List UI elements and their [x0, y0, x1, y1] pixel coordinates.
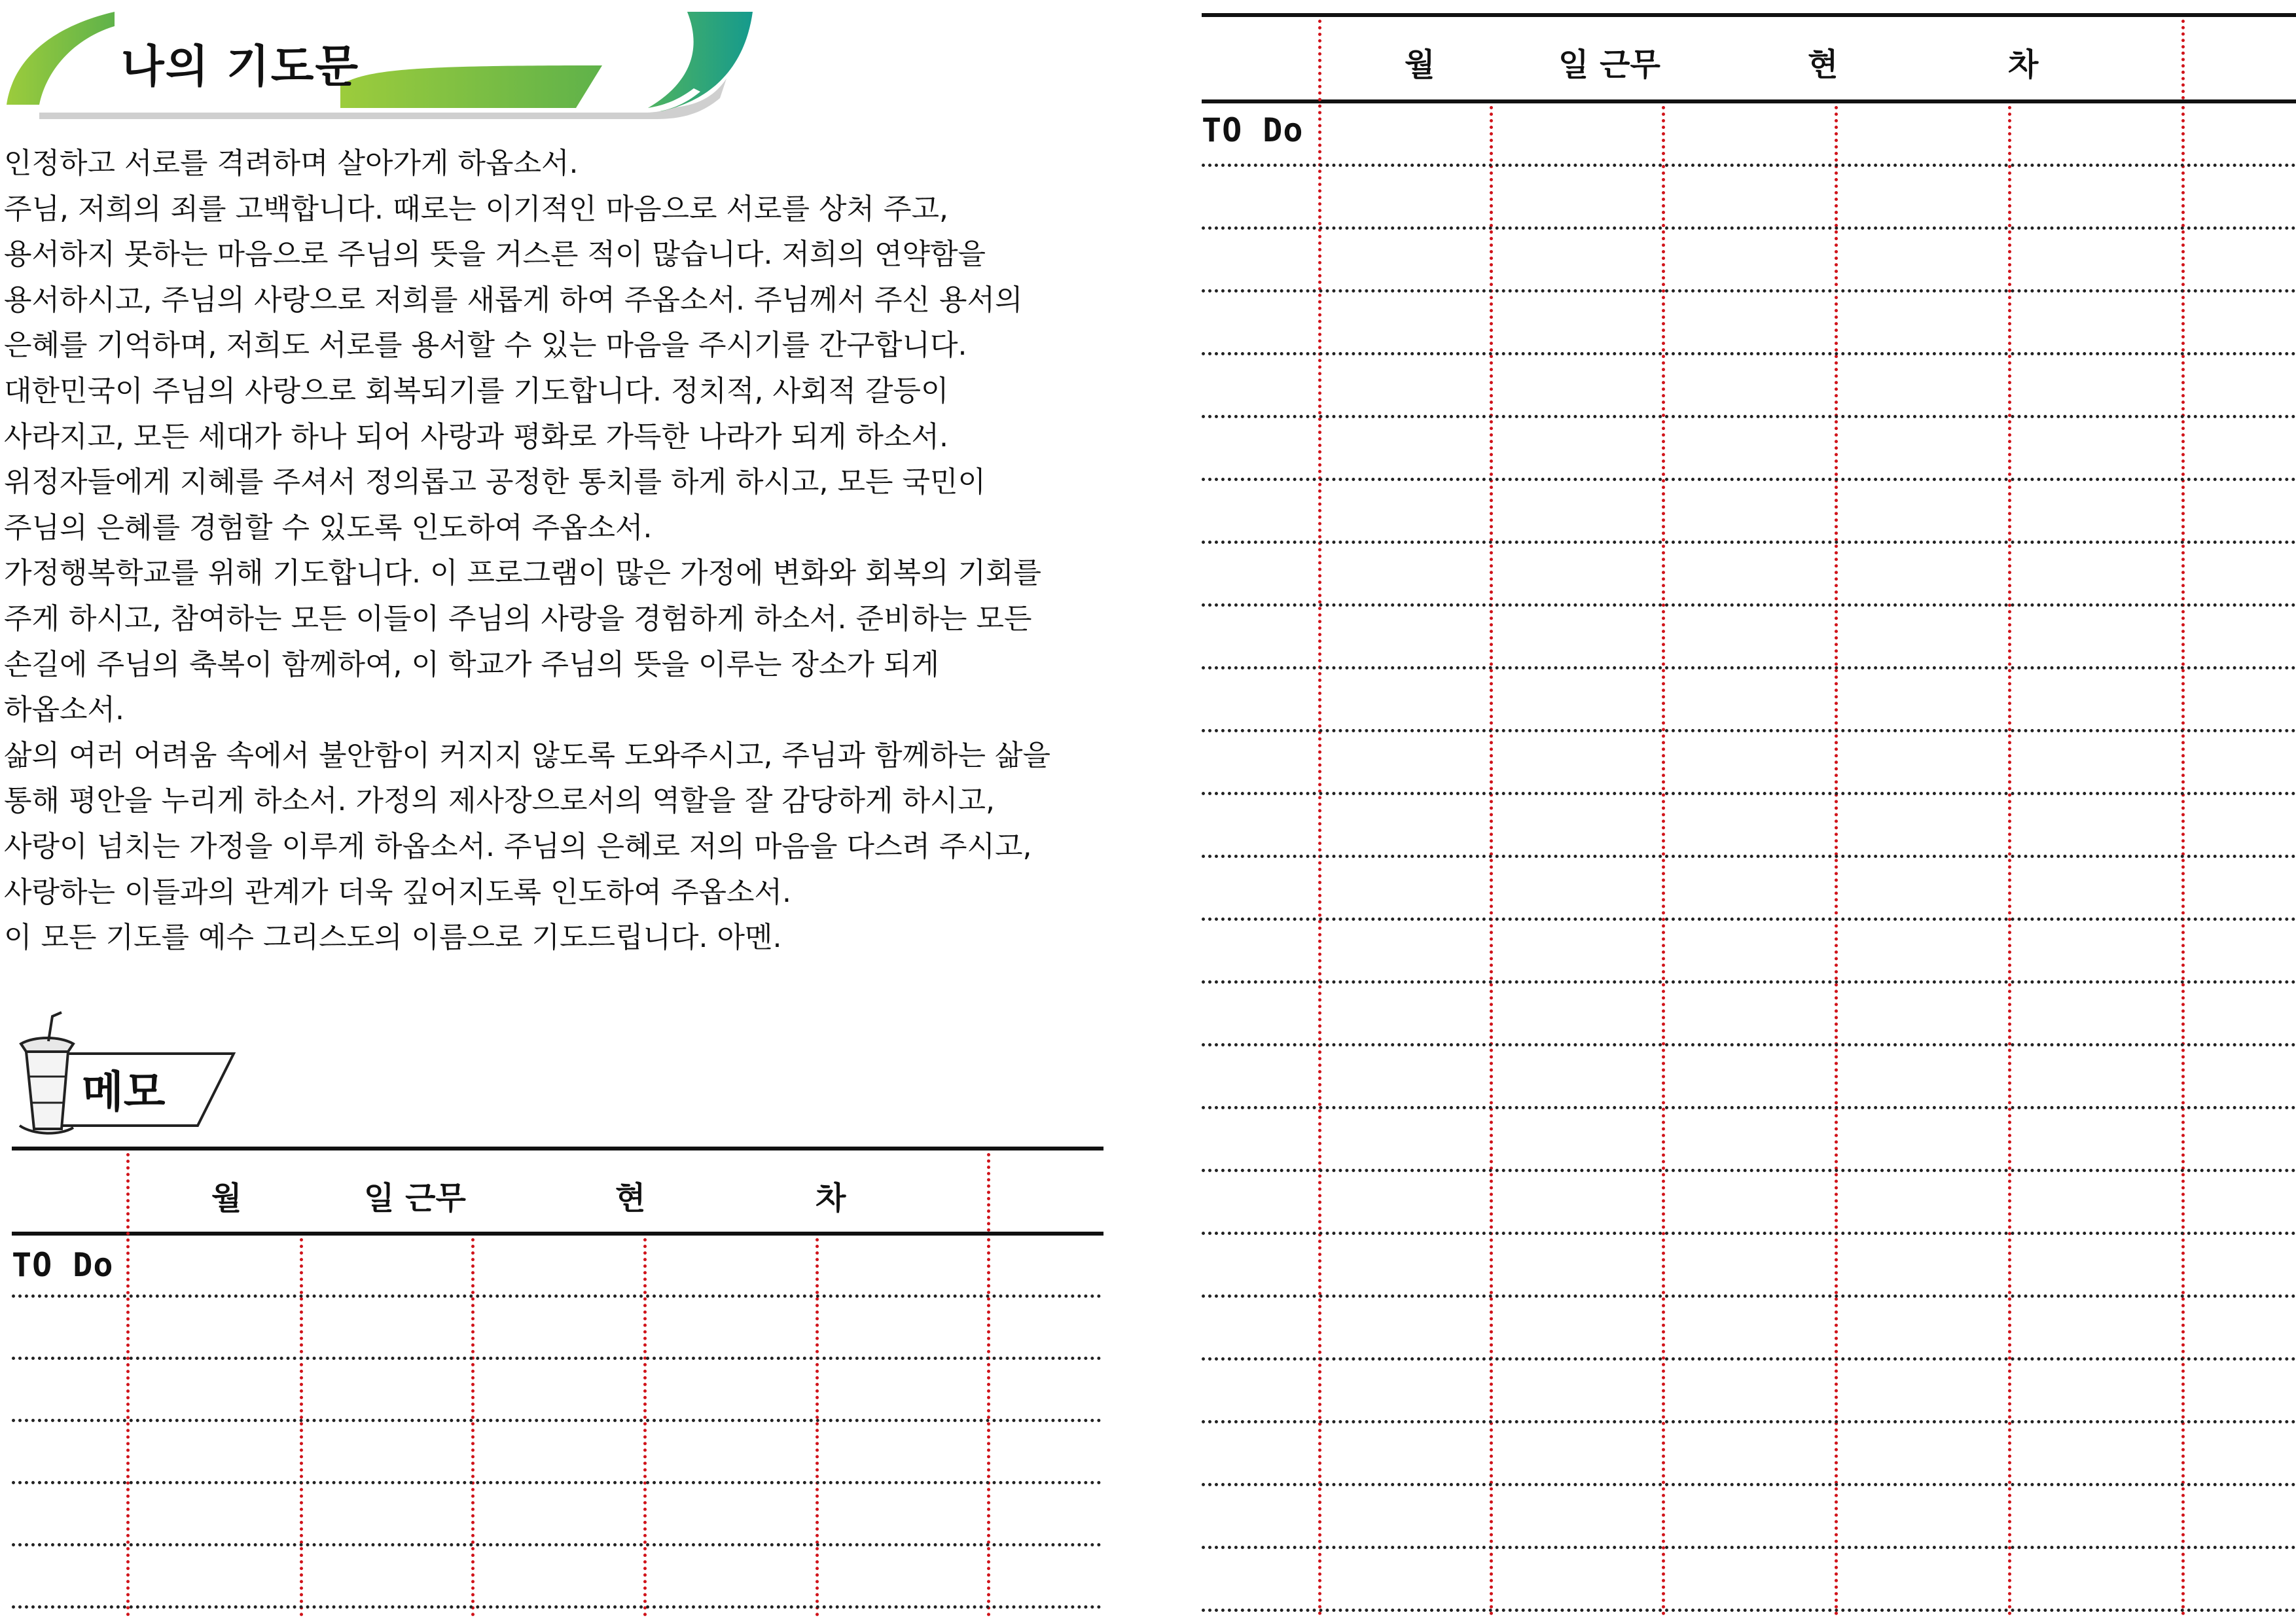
- row-rule: [12, 1357, 1102, 1360]
- row-rule: [1202, 918, 2296, 921]
- header-day-work: 일 근무: [364, 1180, 466, 1217]
- row-rule: [1202, 164, 2296, 167]
- prayer-line: 통해 평안을 누리게 하소서. 가정의 제사장으로서의 역할을 잘 감당하게 하시고,: [4, 784, 995, 818]
- row-rule: [12, 1419, 1102, 1422]
- row-rule: [1202, 603, 2296, 607]
- prayer-line: 대한민국이 주님의 사랑으로 회복되기를 기도합니다. 정치적, 사회적 갈등이: [4, 374, 949, 408]
- column-line: [1318, 20, 1321, 1616]
- row-rule: [1202, 1232, 2296, 1235]
- top-rule: [12, 1147, 1103, 1150]
- row-rule: [12, 1481, 1102, 1484]
- prayer-line: 은혜를 기억하며, 저희도 서로를 용서할 수 있는 마음을 주시기를 간구합니다.: [4, 329, 967, 363]
- column-line: [1662, 106, 1665, 1616]
- row-rule: [1202, 415, 2296, 418]
- column-line: [2008, 106, 2011, 1616]
- row-rule: [1202, 729, 2296, 732]
- prayer-line: 삶의 여러 어려움 속에서 불안함이 커지지 않도록 도와주시고, 주님과 함께하는 삶을: [4, 738, 1050, 772]
- row-rule: [1202, 1546, 2296, 1549]
- prayer-line: 주님, 저희의 죄를 고백합니다. 때로는 이기적인 마음으로 서로를 상처 주고,: [4, 192, 948, 226]
- memo-title: 메모: [82, 1067, 166, 1117]
- row-rule: [1202, 666, 2296, 669]
- prayer-line: 위정자들에게 지혜를 주셔서 정의롭고 공정한 통치를 하게 하시고, 모든 국민이: [4, 465, 986, 499]
- row-rule: [1202, 541, 2296, 544]
- header-hyeon: 현: [615, 1180, 646, 1217]
- row-rule: [1202, 980, 2296, 984]
- row-rule: [1202, 352, 2296, 355]
- row-rule: [1202, 1483, 2296, 1486]
- column-line: [2181, 106, 2185, 1616]
- header-hyeon: 현: [1808, 46, 1839, 83]
- header-cha: 차: [816, 1180, 846, 1217]
- row-rule: [1202, 855, 2296, 858]
- column-line: [126, 1153, 130, 1616]
- header-rule: [1202, 99, 2296, 103]
- column-line: [2181, 20, 2185, 99]
- prayer-line: 주님의 은혜를 경험할 수 있도록 인도하여 주옵소서.: [4, 510, 653, 544]
- row-rule: [1202, 478, 2296, 481]
- column-line: [987, 1153, 990, 1232]
- prayer-line: 가정행복학교를 위해 기도합니다. 이 프로그램이 많은 가정에 변화와 회복의 기회를: [4, 556, 1041, 590]
- top-rule: [1202, 13, 2296, 17]
- prayer-line: 손길에 주님의 축복이 함께하여, 이 학교가 주님의 뜻을 이루는 장소가 되게: [4, 647, 939, 681]
- row-rule: [1202, 1294, 2296, 1298]
- title-banner: [0, 0, 766, 121]
- todo-label: TO Do: [1202, 111, 1304, 149]
- header-cha: 차: [2008, 46, 2039, 83]
- header-month: 월: [211, 1180, 242, 1217]
- planner-left: [12, 1147, 1103, 1623]
- row-rule: [1202, 289, 2296, 293]
- row-rule: [1202, 1106, 2296, 1109]
- row-rule: [1202, 1420, 2296, 1423]
- row-rule: [12, 1294, 1102, 1298]
- column-line: [1835, 106, 1838, 1616]
- row-rule: [1202, 226, 2296, 230]
- row-rule: [1202, 1169, 2296, 1172]
- row-rule: [1202, 792, 2296, 795]
- header-rule: [12, 1232, 1103, 1236]
- row-rule: [12, 1605, 1102, 1609]
- row-rule: [1202, 1357, 2296, 1361]
- prayer-body: [4, 141, 1117, 961]
- prayer-line: 용서하지 못하는 마음으로 주님의 뜻을 거스른 적이 많습니다. 저희의 연약함을: [4, 238, 986, 272]
- prayer-line: 사라지고, 모든 세대가 하나 되어 사랑과 평화로 가득한 나라가 되게 하소서.: [4, 419, 948, 454]
- prayer-line: 이 모든 기도를 예수 그리스도의 이름으로 기도드립니다. 아멘.: [4, 921, 782, 955]
- prayer-line: 사랑하는 이들과의 관계가 더욱 깊어지도록 인도하여 주옵소서.: [4, 875, 792, 909]
- header-day-work: 일 근무: [1558, 46, 1660, 83]
- prayer-line: 주게 하시고, 참여하는 모든 이들이 주님의 사랑을 경험하게 하소서. 준비하는 모든: [4, 601, 1032, 635]
- prayer-line: 하옵소서.: [4, 693, 125, 727]
- todo-label: TO Do: [12, 1246, 114, 1284]
- prayer-line: 인정하고 서로를 격려하며 살아가게 하옵소서.: [4, 147, 579, 180]
- prayer-title: 나의 기도문: [121, 41, 360, 93]
- header-month: 월: [1405, 46, 1435, 83]
- planner-right: [1202, 13, 2296, 1623]
- row-rule: [1202, 1043, 2296, 1046]
- row-rule: [12, 1543, 1102, 1546]
- prayer-line: 사랑이 넘치는 가정을 이루게 하옵소서. 주님의 은혜로 저의 마음을 다스려 주시고,: [4, 829, 1032, 863]
- prayer-line: 용서하시고, 주님의 사랑으로 저희를 새롭게 하여 주옵소서. 주님께서 주신 용서의: [4, 283, 1023, 317]
- column-line: [1490, 106, 1493, 1616]
- row-rule: [1202, 1609, 2296, 1612]
